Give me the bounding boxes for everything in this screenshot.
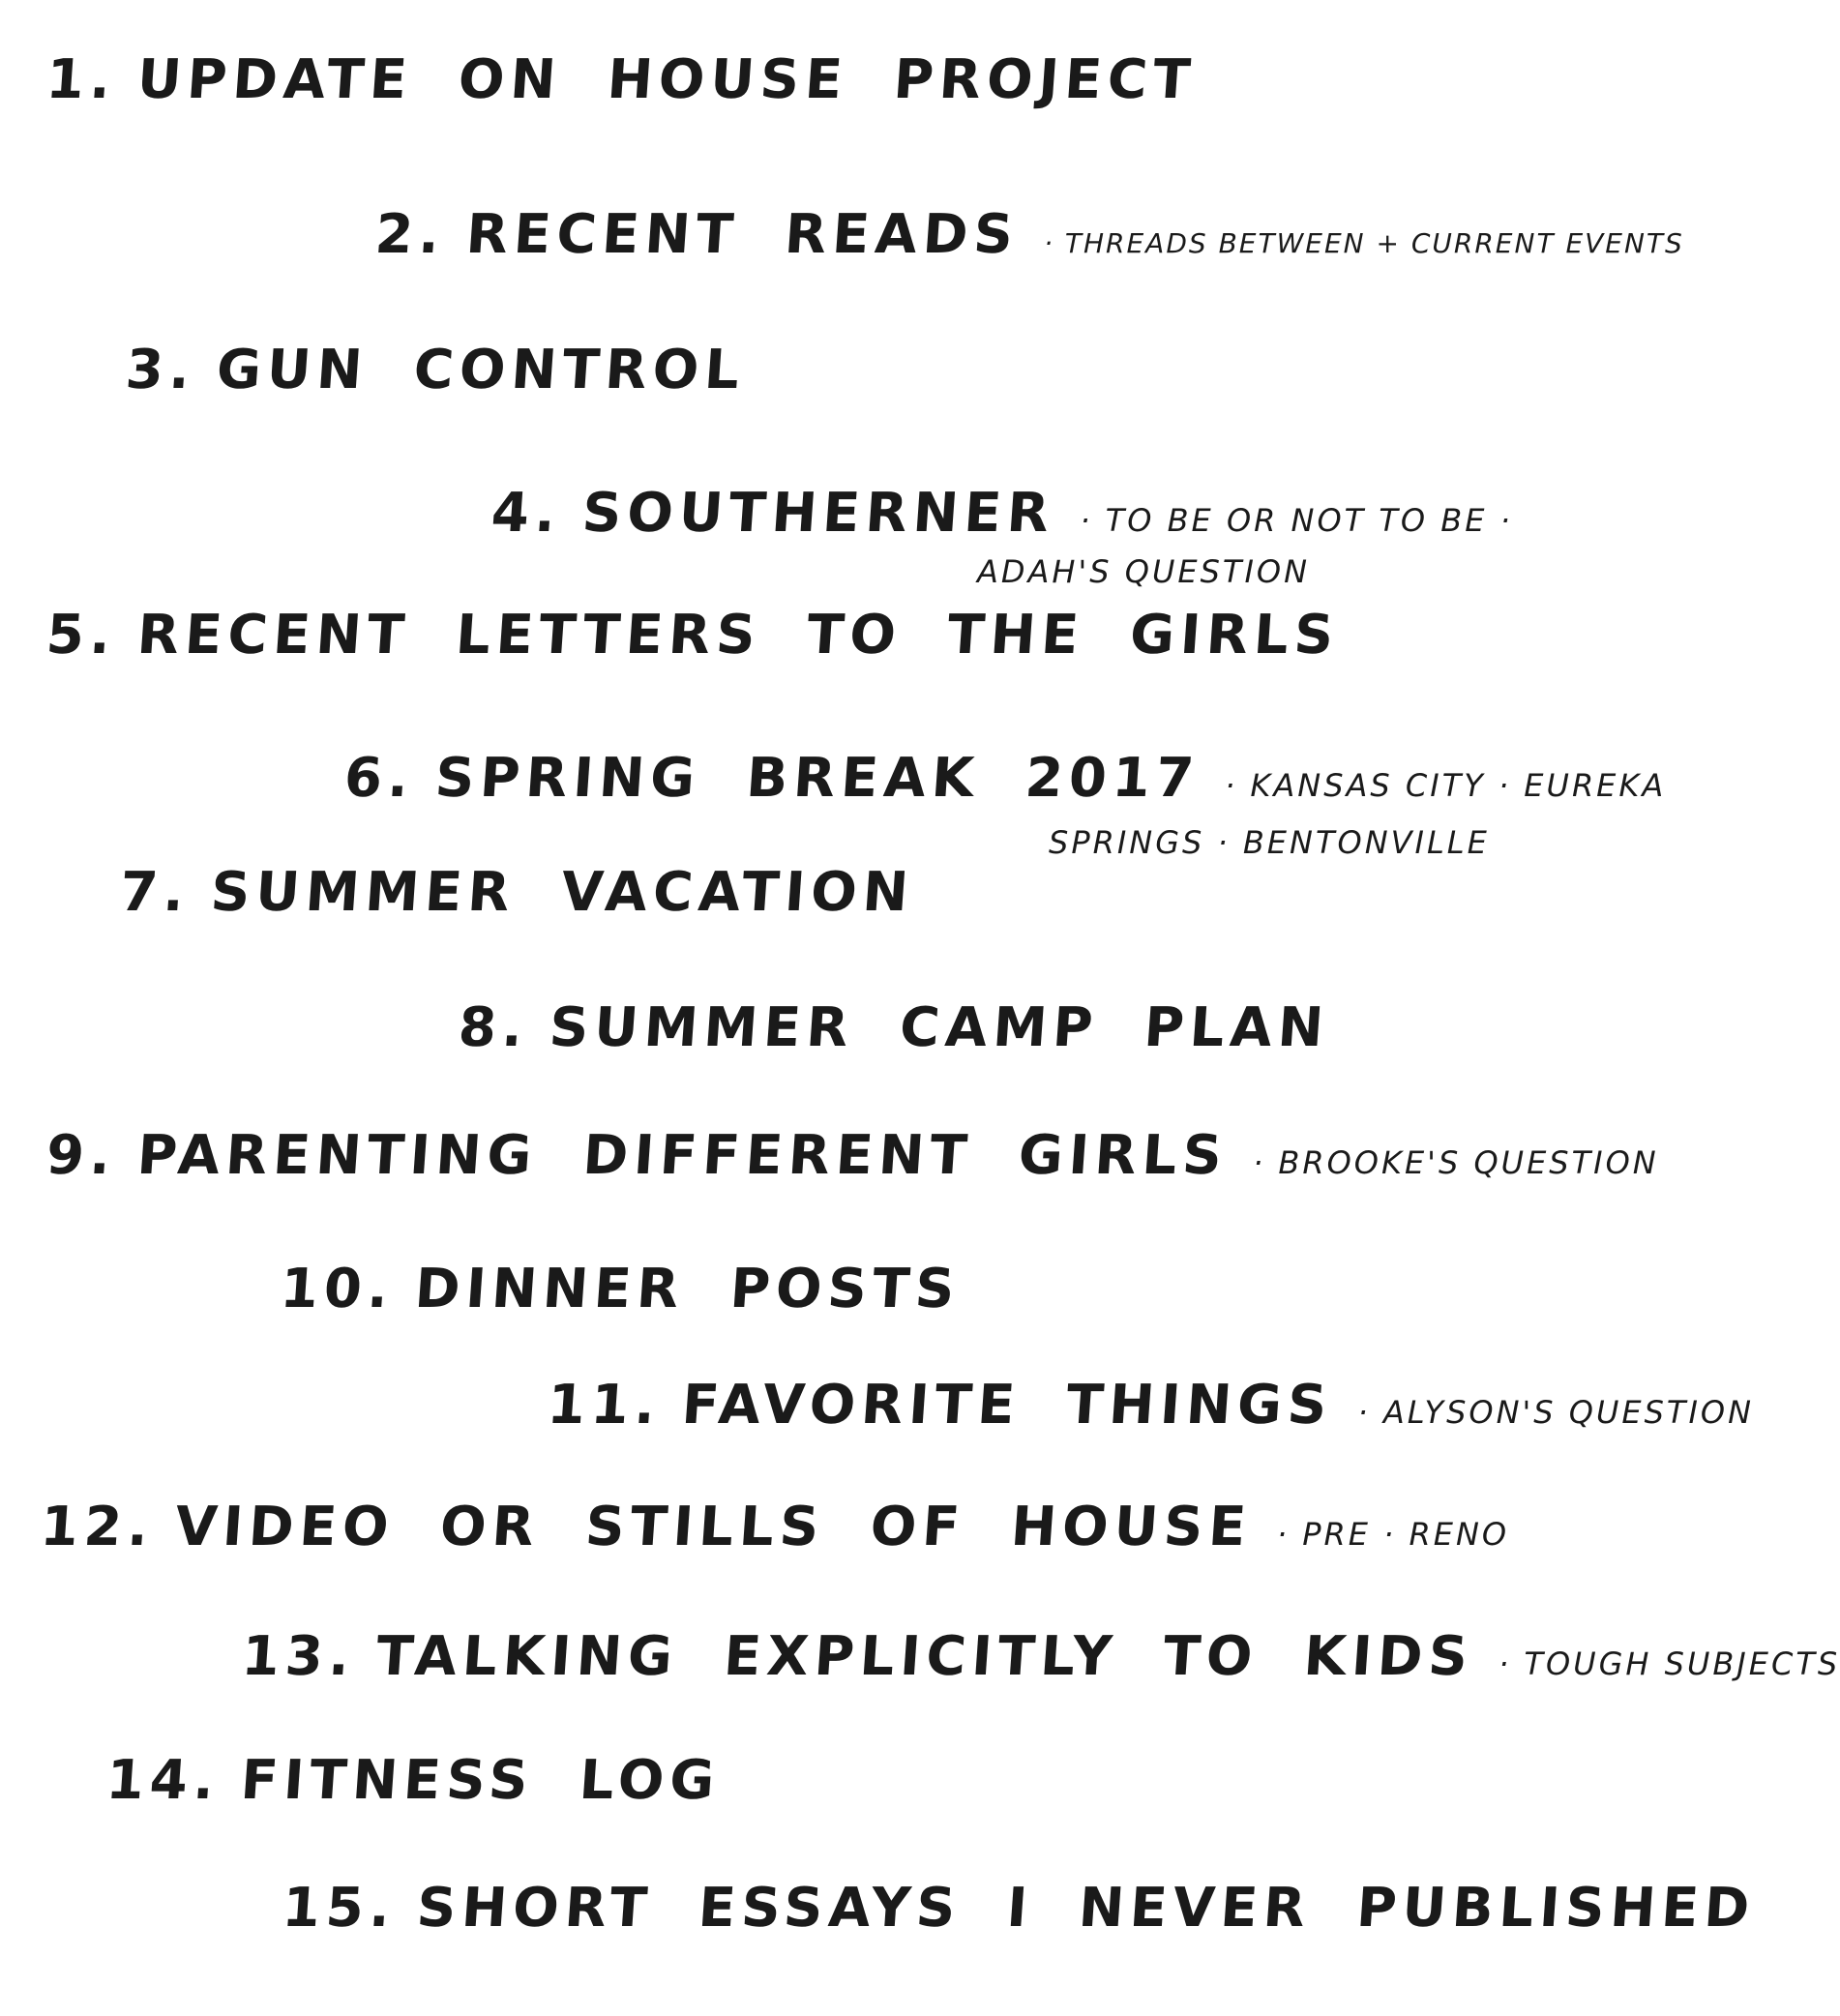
list-item-7 <box>117 861 917 924</box>
list-item-6 <box>341 747 1667 810</box>
item-number: 10. <box>278 1258 397 1320</box>
item-note-continued: SPRINGS · BENTONVILLE <box>1049 824 1490 861</box>
item-number: 9. <box>44 1124 119 1187</box>
item-note: · KANSAS CITY · EUREKA <box>1225 767 1667 804</box>
item-note: · TOUGH SUBJECTS <box>1499 1645 1840 1682</box>
list-item-3 <box>123 339 748 401</box>
item-number: 4. <box>489 482 564 545</box>
item-note: · THREADS BETWEEN + CURRENT EVENTS <box>1044 227 1684 259</box>
list-item-5 <box>44 604 1342 667</box>
list-item-8 <box>456 996 1332 1059</box>
list-item-1 <box>44 48 1199 111</box>
item-title: FAVORITE THINGS <box>679 1374 1335 1437</box>
list-item-10 <box>278 1258 963 1320</box>
list-item-9 <box>46 1124 1659 1187</box>
item-number: 14. <box>104 1749 223 1812</box>
item-number: 1. <box>44 48 119 111</box>
item-title: DINNER POSTS <box>412 1258 963 1320</box>
item-number: 5. <box>44 604 119 667</box>
item-title: RECENT READS <box>463 203 1022 266</box>
list-item-2 <box>372 203 1684 266</box>
list-item-4 <box>491 482 1513 545</box>
list-item-11 <box>545 1374 1755 1437</box>
item-title: UPDATE ON HOUSE PROJECT <box>134 48 1199 111</box>
item-title: RECENT LETTERS TO THE GIRLS <box>134 604 1342 667</box>
item-note: · TO BE OR NOT TO BE · <box>1080 502 1513 539</box>
item-number: 13. <box>239 1625 358 1688</box>
item-number: 11. <box>545 1374 664 1437</box>
item-note-continued: ADAH'S QUESTION <box>977 553 1311 590</box>
item-title: SPRING BREAK 2017 <box>432 747 1202 810</box>
item-title: SHORT ESSAYS I NEVER PUBLISHED <box>414 1877 1758 1940</box>
item-title: GUN CONTROL <box>214 339 748 401</box>
item-title: SUMMER VACATION <box>208 861 917 924</box>
list-item-14 <box>106 1749 721 1812</box>
item-number: 7. <box>117 861 193 924</box>
item-number: 6. <box>341 747 417 810</box>
item-number: 12. <box>38 1496 157 1558</box>
item-title: PARENTING DIFFERENT GIRLS <box>134 1124 1231 1187</box>
item-title: SUMMER CAMP PLAN <box>547 996 1332 1059</box>
item-title: FITNESS LOG <box>238 1749 723 1812</box>
item-title: VIDEO OR STILLS OF HOUSE <box>172 1496 1255 1558</box>
item-title: SOUTHERNER <box>579 482 1057 545</box>
list-item-12 <box>38 1496 1510 1558</box>
list-item-15 <box>280 1877 1758 1940</box>
item-note: · PRE · RENO <box>1276 1516 1510 1553</box>
item-title: TALKING EXPLICITLY TO KIDS <box>373 1625 1476 1688</box>
list-item-13 <box>239 1625 1840 1688</box>
item-number: 3. <box>123 339 198 401</box>
item-note: · BROOKE'S QUESTION <box>1253 1144 1659 1181</box>
item-number: 2. <box>372 203 448 266</box>
item-note: · ALYSON'S QUESTION <box>1357 1394 1755 1431</box>
item-number: 8. <box>456 996 531 1059</box>
item-number: 15. <box>280 1877 399 1940</box>
